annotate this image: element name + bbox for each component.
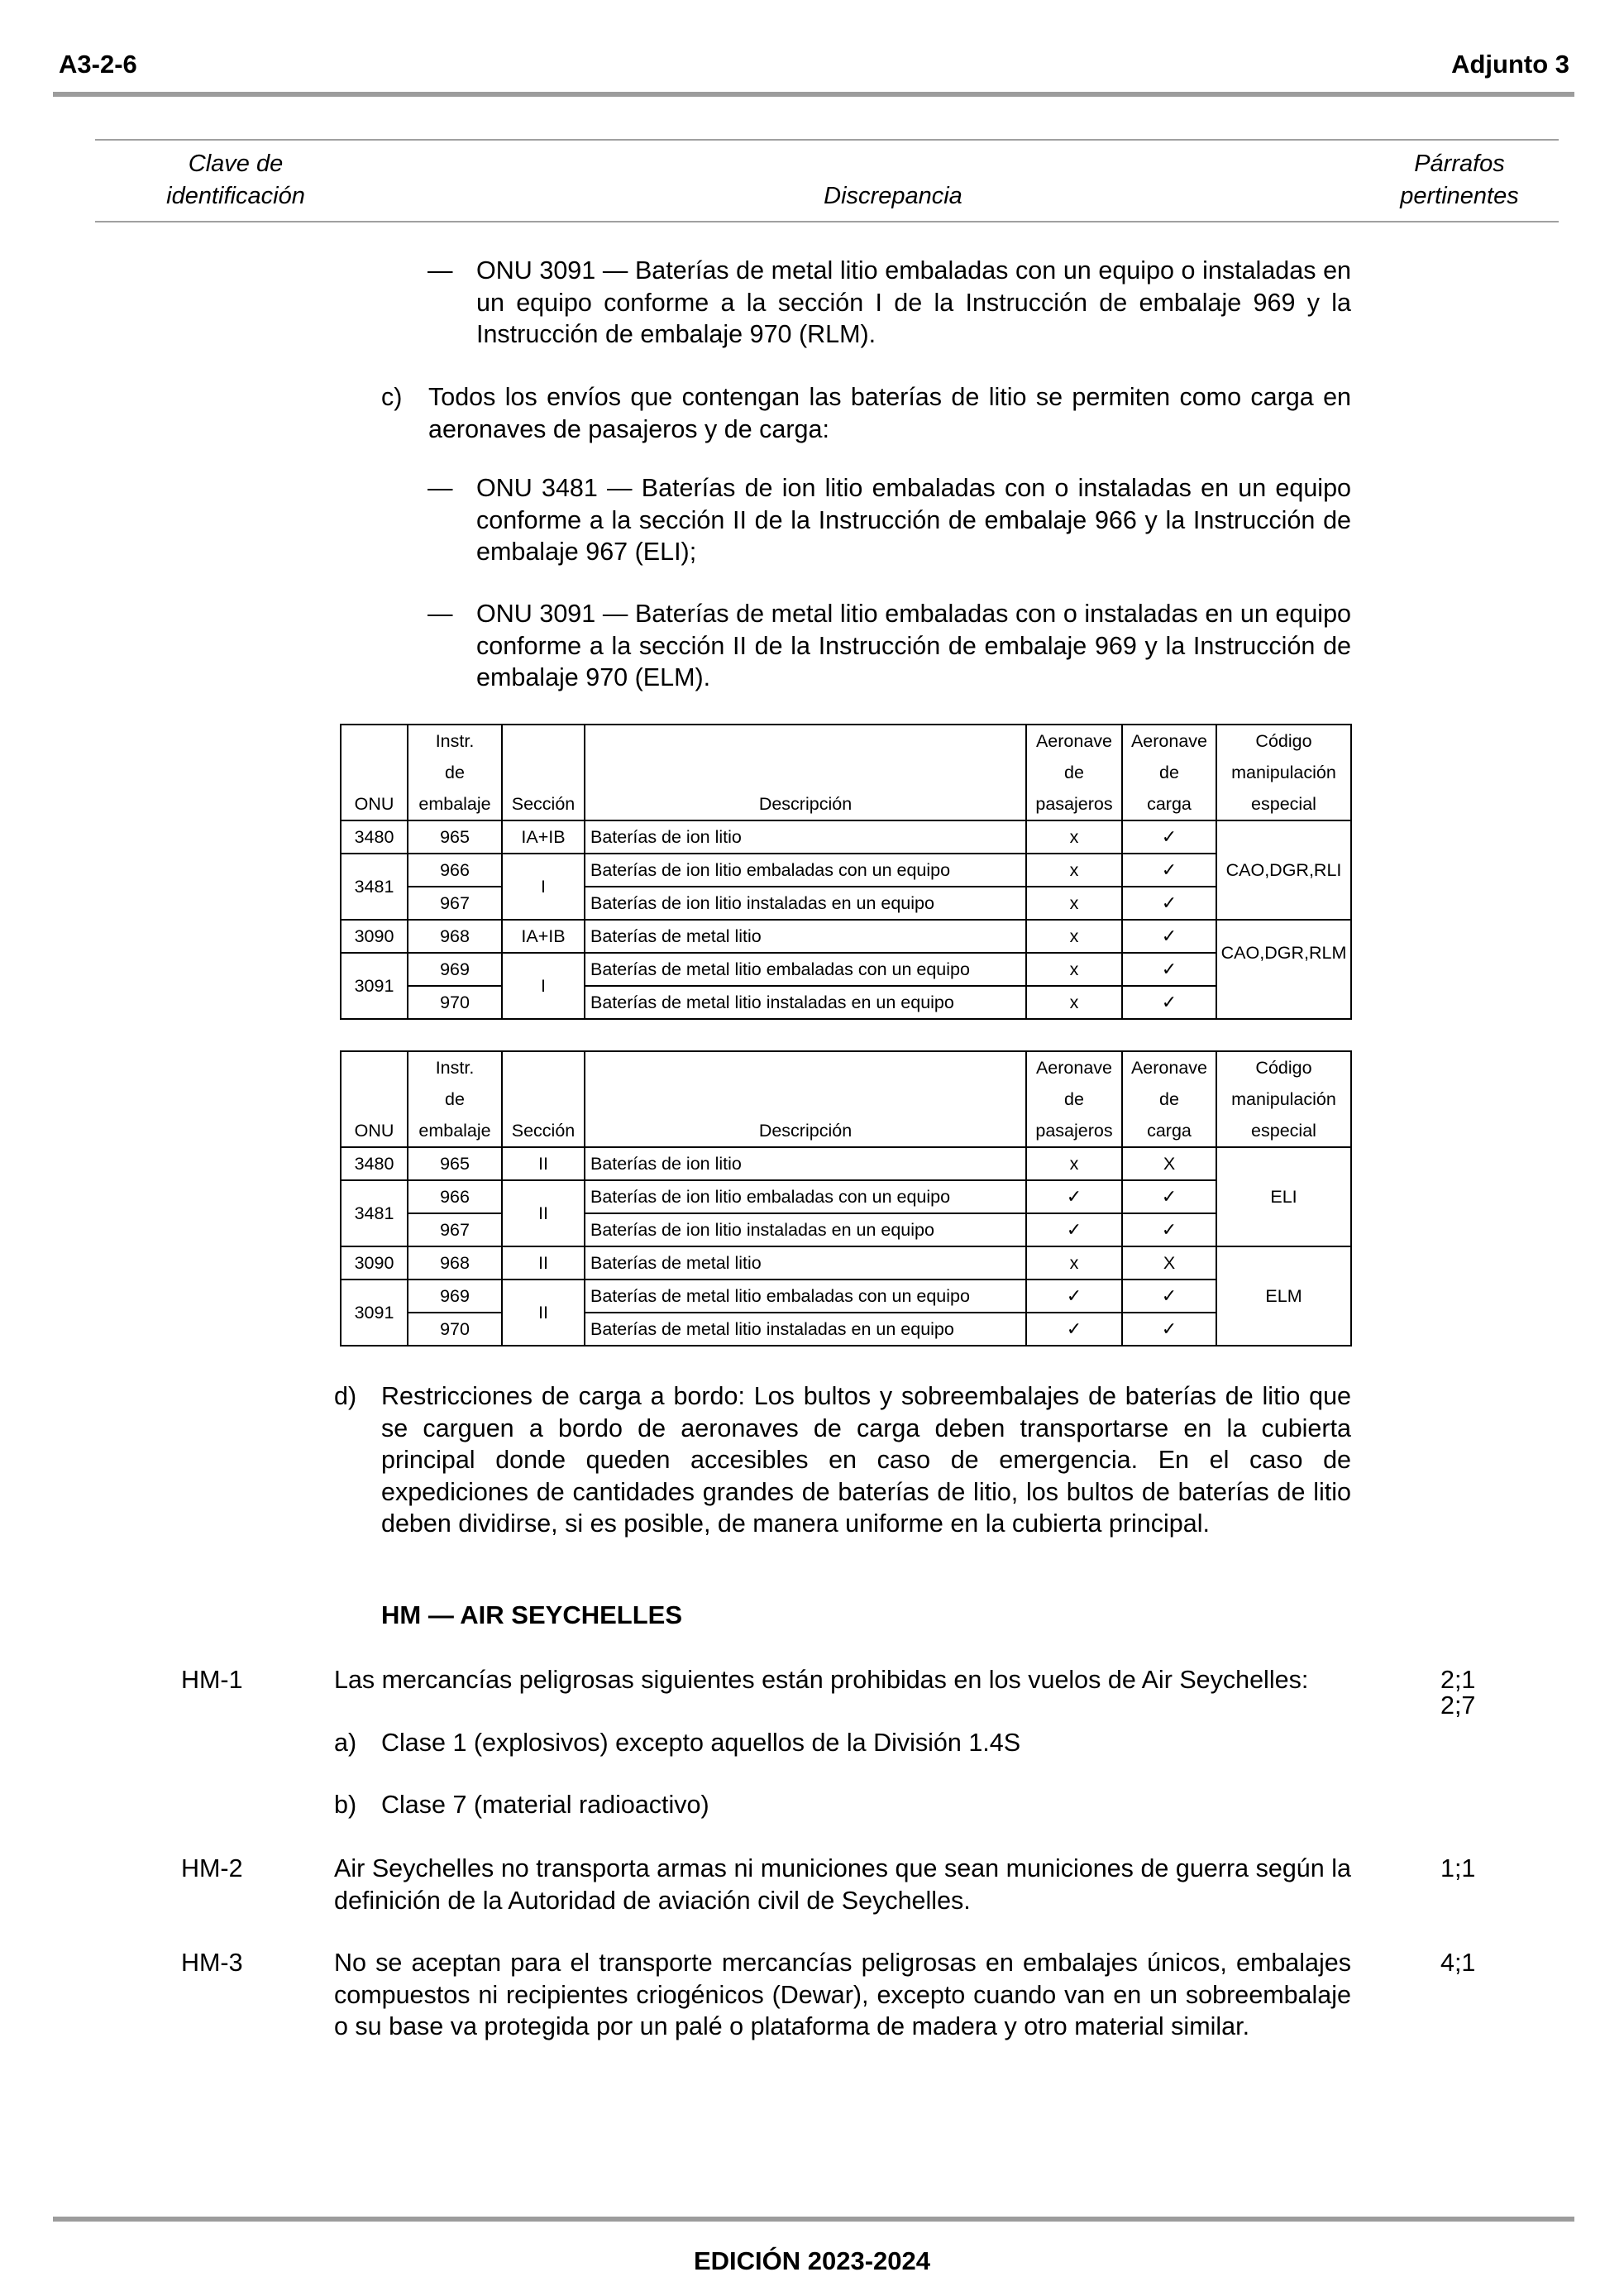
table-row [341,920,1351,953]
cell-description: Baterías de metal litio embaladas con un equipo [585,953,1026,986]
header-onu: ONU [341,725,408,820]
header-instr: Instr. de embalaje [408,725,502,820]
item-c-marker: c) [381,383,403,411]
hm-1-b-marker: b) [334,1791,357,1819]
header-passenger: Aeronave de pasajeros [1026,1051,1122,1147]
cell-onu: 3091 [341,1280,408,1346]
cell-cargo: ✓ [1122,887,1216,920]
cell-description: Baterías de metal litio [585,920,1026,953]
hm-1-b-text: Clase 7 (material radioactivo) [381,1791,709,1819]
cell-cargo: ✓ [1122,1213,1216,1246]
cell-passenger: x [1026,953,1122,986]
column-header-bottom-rule [95,221,1559,222]
column-header-top-rule [95,139,1559,141]
header-rule [53,92,1574,97]
cell-instr: 966 [408,1180,502,1213]
cell-section: II [502,1246,585,1280]
cell-description: Baterías de ion litio instaladas en un equipo [585,887,1026,920]
cell-passenger: x [1026,820,1122,854]
table-row [341,820,1351,854]
cell-description: Baterías de metal litio instaladas en un equipo [585,1313,1026,1346]
cell-description: Baterías de ion litio instaladas en un equipo [585,1213,1026,1246]
table-row [341,1313,1351,1346]
cell-cargo: ✓ [1122,986,1216,1019]
cell-cargo: ✓ [1122,1180,1216,1213]
item-un3091-elm: ONU 3091 — Baterías de metal litio embaladas con o instaladas en un equipo conforme a la sección II de la Instrucción de embalaje 969 y la Instrucción de embalaje 970 (ELM). [476,600,1351,691]
cell-onu: 3091 [341,953,408,1019]
cell-section: II [502,1147,585,1180]
item-un3481-eli: ONU 3481 — Baterías de ion litio embaladas con o instaladas en un equipo conforme a la sección II de la Instrucción de embalaje 966 y la Instrucción de embalaje 967 (ELI); [476,474,1351,566]
cell-passenger: x [1026,920,1122,953]
cell-instr: 970 [408,1313,502,1346]
cell-section: IA+IB [502,820,585,854]
header-passenger: Aeronave de pasajeros [1026,725,1122,820]
table-header-row [341,1051,1351,1147]
cell-onu: 3480 [341,820,408,854]
table-row [341,1246,1351,1280]
cell-handling-code: CAO,DGR,RLM [1216,920,1351,986]
cell-onu: 3090 [341,920,408,953]
hm-2-ref: 1;1 [1440,1854,1476,1882]
cell-instr: 967 [408,887,502,920]
column-heading-paragraphs: Párrafos pertinentes [1400,151,1519,209]
page-number: A3-2-6 [59,50,137,79]
table-row [341,986,1351,1019]
table-row [341,1147,1351,1180]
header-cargo: Aeronave de carga [1122,725,1216,820]
cell-instr: 966 [408,854,502,887]
cell-description: Baterías de ion litio [585,820,1026,854]
hm-1-a-marker: a) [334,1729,357,1757]
header-section: Sección [502,725,585,820]
cell-passenger: x [1026,986,1122,1019]
section-title: HM — AIR SEYCHELLES [381,1600,682,1629]
table-row [341,854,1351,887]
cell-description: Baterías de ion litio embaladas con un equipo [585,854,1026,887]
cell-section: IA+IB [502,920,585,953]
table-row [341,1180,1351,1213]
edition-label: EDICIÓN 2023-2024 [693,2246,931,2275]
column-heading-discrepancy: Discrepancia [824,183,962,209]
hm-1-a-text: Clase 1 (explosivos) excepto aquellos de la División 1.4S [381,1729,1021,1757]
header-handling-code: Código manipulación especial [1216,725,1351,820]
dash-bullet: — [427,256,453,285]
cell-cargo: ✓ [1122,1280,1216,1313]
dash-bullet: — [427,600,453,628]
cell-instr: 969 [408,1280,502,1313]
header-description: Descripción [585,725,1026,820]
header-section: Sección [502,1051,585,1147]
cell-passenger: ✓ [1026,1313,1122,1346]
cell-handling-code: ELI [1216,1147,1351,1246]
cell-cargo: ✓ [1122,920,1216,953]
cell-section: II [502,1180,585,1246]
cell-passenger: ✓ [1026,1280,1122,1313]
header-description: Descripción [585,1051,1026,1147]
cell-passenger: x [1026,887,1122,920]
item-d-text: Restricciones de carga a bordo: Los bultos y sobreembalajes de baterías de litio que se carguen a bordo de aeronaves de carga deben transportarse en la cubierta principal donde queden accesibles en caso de emergencia. En el caso de expediciones de cantidades grandes de baterías de litio, los bultos de baterías de litio deben dividirse, si es posible, de manera uniforme en la cubierta principal. [381,1382,1351,1538]
cell-passenger: ✓ [1026,1213,1122,1246]
cell-cargo: X [1122,1147,1216,1180]
table-row [341,1213,1351,1246]
table-row [341,953,1351,986]
key-hm-1: HM-1 [181,1666,243,1694]
cell-handling-code: CAO,DGR,RLI [1216,820,1351,920]
header-cargo: Aeronave de carga [1122,1051,1216,1147]
cell-cargo: ✓ [1122,953,1216,986]
column-heading-key: Clave de identificación [166,151,305,209]
cell-handling-code-empty [1216,986,1351,1019]
item-c-text: Todos los envíos que contengan las baterías de litio se permiten como carga en aeronaves de pasajeros y de carga: [428,383,1351,443]
hm-3-text: No se aceptan para el transporte mercancías peligrosas en embalajes únicos, embalajes compuestos ni recipientes criogénicos (Dewar), excepto cuando van en un sobreembalaje o su base va protegida por un palé o plataforma de madera y otro material similar. [334,1949,1351,2040]
cell-cargo: X [1122,1246,1216,1280]
cell-instr: 968 [408,920,502,953]
cell-section: II [502,1280,585,1346]
item-d-marker: d) [334,1382,357,1410]
cell-cargo: ✓ [1122,854,1216,887]
cell-handling-code: ELM [1216,1246,1351,1346]
cell-description: Baterías de metal litio instaladas en un equipo [585,986,1026,1019]
hm-2-text: Air Seychelles no transporta armas ni municiones que sean municiones de guerra según la definición de la Autoridad de aviación civil de Seychelles. [334,1854,1351,1915]
header-handling-code: Código manipulación especial [1216,1051,1351,1147]
hm-3-ref: 4;1 [1440,1949,1476,1977]
cell-instr: 967 [408,1213,502,1246]
cell-instr: 969 [408,953,502,986]
cell-section: I [502,953,585,1019]
lithium-table-section-ii [340,1050,1352,1347]
cell-onu: 3481 [341,1180,408,1246]
footer-rule [53,2217,1574,2222]
cell-onu: 3480 [341,1147,408,1180]
cell-cargo: ✓ [1122,1313,1216,1346]
cell-cargo: ✓ [1122,820,1216,854]
key-hm-3: HM-3 [181,1949,243,1977]
header-instr: Instr. de embalaje [408,1051,502,1147]
lithium-table-section-i [340,724,1352,1020]
item-un3091-rlm: ONU 3091 — Baterías de metal litio embaladas con un equipo o instaladas en un equipo conforme a la sección I de la Instrucción de embalaje 969 y la Instrucción de embalaje 970 (RLM). [476,256,1351,348]
header-onu: ONU [341,1051,408,1147]
cell-description: Baterías de metal litio [585,1246,1026,1280]
hm-1-ref: 2;1 2;7 [1440,1666,1476,1720]
cell-passenger: x [1026,854,1122,887]
cell-instr: 965 [408,820,502,854]
cell-instr: 965 [408,1147,502,1180]
cell-description: Baterías de ion litio [585,1147,1026,1180]
cell-passenger: ✓ [1026,1180,1122,1213]
cell-instr: 968 [408,1246,502,1280]
cell-onu: 3481 [341,854,408,920]
attachment-label: Adjunto 3 [1451,50,1569,79]
table-row [341,1280,1351,1313]
cell-instr: 970 [408,986,502,1019]
cell-onu: 3090 [341,1246,408,1280]
cell-section: I [502,854,585,920]
key-hm-2: HM-2 [181,1854,243,1882]
cell-passenger: x [1026,1147,1122,1180]
cell-description: Baterías de metal litio embaladas con un equipo [585,1280,1026,1313]
table-row [341,887,1351,920]
dash-bullet: — [427,474,453,502]
cell-description: Baterías de ion litio embaladas con un equipo [585,1180,1026,1213]
table-header-row [341,725,1351,820]
cell-passenger: x [1026,1246,1122,1280]
hm-1-text: Las mercancías peligrosas siguientes están prohibidas en los vuelos de Air Seychelles: [334,1666,1309,1694]
